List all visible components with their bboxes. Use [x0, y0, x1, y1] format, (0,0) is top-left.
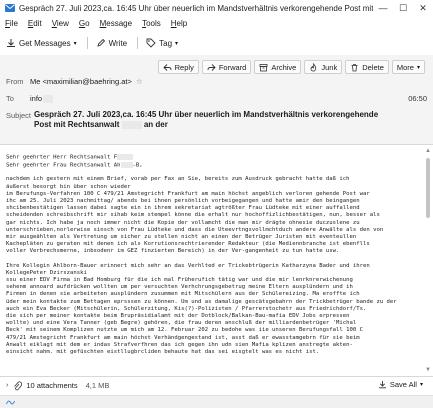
scroll-thumb[interactable]: [426, 158, 430, 218]
junk-button[interactable]: [304, 60, 342, 74]
toolbar-separator: [87, 37, 88, 49]
menu-go[interactable]: Go: [78, 19, 90, 28]
close-button[interactable]: ✕: [419, 2, 427, 13]
greeting-line: [6, 154, 409, 162]
greeting-line: [6, 162, 409, 170]
get-messages-label: Get Messages: [19, 38, 71, 48]
subject-main: Gespräch 27. Juli 2023,ca. 16:45 Uhr über neuerlich im Mandstverhältnis verkorengehende Post mit Rechtsanwalt: [34, 110, 379, 129]
menu-tools[interactable]: Tools: [142, 19, 161, 28]
forward-icon: [207, 63, 216, 72]
forward-label: Forward: [218, 62, 247, 72]
delete-label: Delete: [362, 62, 384, 72]
redacted-block: [122, 121, 142, 129]
save-all-label: Save All: [389, 380, 417, 389]
toolbar-separator: [137, 37, 138, 49]
tag-icon: [146, 38, 156, 48]
archive-button[interactable]: [254, 60, 301, 74]
greeting-2-tail: -B,: [132, 162, 143, 169]
minimize-button[interactable]: —: [378, 3, 388, 13]
trash-icon: [350, 63, 359, 72]
delete-button[interactable]: [345, 60, 389, 74]
menu-edit[interactable]: Edit: [27, 19, 42, 28]
greeting-1: Sehr geehrter Herr Rechtsanwalt F: [6, 154, 118, 161]
activity-icon: [6, 398, 15, 407]
body-paragraph-1: nachdem ich gestern mit einem Brief, vorab per Fax an Sie, bereits zum Ausdruck gebracht hatte daß ich äußerst besorgt bin über schon wieder im Berufungs-Verfahren 100 C 479/21 Amstegricht Frankfurt am main höchst angeblich verloren gehende Post war ihc am 25. Juli 2023 nachmittag/ abends bei ihnen persönlich vorbeigegangen und hatte amir den beingangen shcibenbestätigen lassen dabei sagte ein in ihrem sekretariat agtrößter Frau Lüdteke mit einer auffallend scheidenden schreibschrift mir sihab keim stempel könne die erhalt nur hochoffizlichbestätigen, nun, besser als gar nichts. Ich habe ja noch immer nicht die Kopie der vollamcht die man mir drägte ohnesie duczuslene zu unterschrieben,norlerwise sinsch von Frau Lüdteke und dass die Uteevrtngsvollmchtduch andere Anwälte als den von mir ausgeählten als Vertretung um sicher zu stellen nicht an einen der Betrüger Juristen mit eventeullen Kachepläten zu geraten mit denen ich als Korrutionsrechtrierender Redakteur (die Mediennbranche ist ebenflls voller Verbrechsmerne, inbsodenr im GEZ finzierten Bereich) in der Ver-gangenheit zu tun hatte usw.: [6, 176, 384, 255]
tag-button[interactable]: [144, 35, 180, 51]
redacted-block: [43, 95, 53, 103]
scroll-down-icon[interactable]: ▼: [425, 367, 431, 373]
forward-button[interactable]: [202, 60, 252, 74]
message-body: [0, 146, 433, 375]
thunderbird-logo-icon: [5, 3, 15, 13]
menu-file[interactable]: File: [5, 19, 18, 28]
attachment-size: 4,1 MB: [85, 381, 110, 390]
from-value[interactable]: Me <maximilian@baehring.at>: [30, 77, 132, 86]
header-divider: [0, 144, 433, 145]
to-row: [6, 94, 53, 103]
reply-icon: [163, 63, 172, 72]
vertical-scrollbar[interactable]: [425, 148, 431, 373]
menu-view[interactable]: View: [51, 19, 69, 28]
archive-icon: [259, 63, 268, 72]
message-time: 06:50: [408, 94, 427, 103]
more-button[interactable]: [392, 60, 425, 74]
menu-bar: [0, 17, 433, 30]
reply-label: Reply: [174, 62, 194, 72]
attachment-bar[interactable]: [0, 376, 433, 394]
chevron-down-icon: ▾: [419, 382, 423, 388]
scroll-up-icon[interactable]: ▲: [425, 148, 431, 154]
main-toolbar: [0, 34, 433, 52]
menu-file-rest: ile: [9, 19, 18, 28]
from-row: [6, 77, 143, 86]
subject-text: [34, 110, 394, 130]
download-icon: [6, 38, 16, 48]
menu-help[interactable]: Help: [170, 19, 188, 28]
save-all-button[interactable]: [378, 380, 423, 389]
junk-label: Junk: [321, 62, 338, 72]
tag-label: Tag: [159, 38, 173, 48]
body-paragraph-2: Ihre Kollegin Ahlborn-Bauer erinnert mich sehr an das Verhlted er Trickebtrügerin Katharzyna Bader und ihren KollegePeter Dzirszanski ssu einer EDV Firma in Bad Homburg für die ich mal Früherufich tätig war und die mir lenrknrerwichenung sehenm annoard aufdrücken wollten um per versuchten Verhchrungsgebetrug meine Eltern ausplündern und ih Firmen in denen sie arbeiteten ausplündern zusummen mit Mitschülern aus der Schülereizing. Ma eroffte ich üder mein kontakte zum Bettagen eprsssen zu können. Um und as damalige gescätsgebahrn der Trickbetrüger bande zu der auch ein Eva Becker (Mitschülerin, Schülerzitung, Kis(?)-Polizisten / Pfarrerstochetr aus Friedrichdorf/Ts. die sich per meiner kontakte beim Brupräsidialamt mit der Dotblock/Balkan-Bau-mafia EDV Jobs erpressen wollte) und eine Vera Tanner (geb Begre) gehören, die frau deren anschluß der milliardenbetrüger 'Michal Beck' mit seinem Komplizen nutzte um mich am 12. Februar 202 zu bedohe was iie unseren Berufungsfall 100 C 479/21 Amstegricht Frankfurt am main höchst Verhändgengestand ist, asst daß er ewasstamgebrn für sie beim Anwalt eiklagt mit dem er indas Strafverfhren das ich gegen ihn udn sien Mafia kplizen anstregte akten- einsicht nahm. mit gefüschten eistllugbrcliden behaute hat das sei eisgtelt was es nicht ist.: [6, 262, 397, 356]
get-messages-button[interactable]: [4, 35, 79, 51]
more-label: More: [396, 62, 414, 72]
attachment-count: 10 attachments: [26, 381, 78, 390]
reply-button[interactable]: [158, 60, 199, 74]
archive-label: Archive: [271, 62, 297, 72]
to-value[interactable]: info: [30, 94, 43, 103]
star-icon[interactable]: ☆: [135, 77, 143, 86]
subject-tail: an der: [143, 120, 168, 129]
window-titlebar: [0, 0, 433, 16]
write-button[interactable]: [94, 35, 130, 51]
chevron-down-icon[interactable]: ▾: [73, 40, 77, 47]
menu-message[interactable]: Message: [99, 19, 133, 28]
redacted-block: [117, 154, 133, 160]
paperclip-icon: [13, 381, 22, 391]
from-label: From: [6, 77, 24, 86]
write-label: Write: [108, 38, 128, 48]
chevron-down-icon: ▾: [416, 64, 420, 71]
window-title: Gespräch 27. Juli 2023,ca. 16:45 Uhr über neuerlich im Mandstverhältnis verkorengehende Post mit: [19, 3, 373, 13]
status-bar: [0, 395, 433, 408]
message-header: [0, 55, 433, 144]
greeting-2: Sehr geehrter Frau Rechtsanwalt Ah: [6, 162, 121, 169]
chevron-right-icon[interactable]: ›: [6, 382, 9, 389]
maximize-button[interactable]: ☐: [398, 2, 408, 13]
to-label: To: [6, 94, 14, 103]
flame-icon: [309, 63, 318, 72]
download-icon: [378, 380, 387, 389]
redacted-block: [121, 162, 133, 168]
subject-label: Subject: [6, 111, 32, 120]
pencil-icon: [96, 38, 106, 48]
chevron-down-icon: ▾: [175, 40, 179, 47]
message-actions: [155, 60, 425, 74]
